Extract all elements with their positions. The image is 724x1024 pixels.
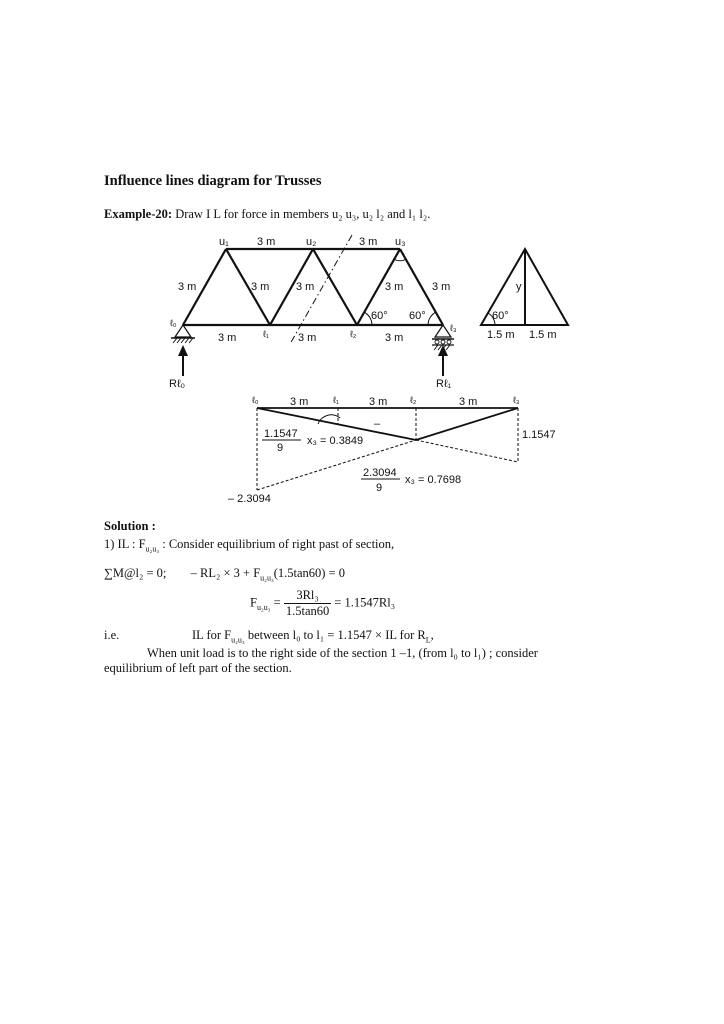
il-right-value: 1.1547 [522, 429, 556, 441]
height-label-5: 3 m [432, 281, 451, 293]
reaction-label-left: Rℓ₀ [169, 378, 186, 390]
angle-label-l3: 60° [409, 310, 426, 322]
equation-moment [104, 566, 345, 583]
node-label-l0: ℓ₀ [170, 318, 177, 328]
il-node-l1: ℓ₁ [333, 395, 339, 405]
example-text: Draw I L for force in members u₂ u₃, u₂ l₂ and l₁ l₂. [175, 207, 431, 221]
eq2-num: 3Rl₃ [284, 588, 331, 604]
node-label-u2: u₂ [306, 236, 317, 248]
eq1-part-a: ∑M@l₂ = 0; [104, 566, 167, 580]
eq1-sub: u₂u₃ [260, 573, 274, 583]
paragraph-line-1: When unit load is to the right side of the section 1 –1, (from l₀ to l₁) ; consider [147, 646, 538, 660]
eq2-sub: u₂u₃ [256, 602, 271, 612]
member-u2-l2 [313, 249, 357, 325]
eq2-eq: = [270, 595, 284, 610]
il-span-3: 3 m [459, 396, 478, 408]
step1-text: : Consider equilibrium of right past of section, [159, 537, 395, 551]
ie-part-c: , [430, 628, 434, 642]
il-line-right [416, 408, 518, 440]
triangle-base-left: 1.5 m [487, 329, 515, 341]
il-minus-sign: – [374, 418, 381, 430]
node-label-l1: ℓ₁ [263, 329, 269, 339]
panel-label-bottom-3: 3 m [385, 332, 404, 344]
influence-line-diagram [228, 395, 556, 505]
il-span-2: 3 m [369, 396, 388, 408]
il-dash-right-ext [416, 440, 518, 462]
step1-prefix: 1) IL : F [104, 537, 146, 551]
ie-sub: u₂u₃ [231, 635, 245, 645]
ie-part-b: between l₀ to l₁ = 1.1547 × IL for R [244, 628, 426, 642]
height-label-3: 3 m [296, 281, 315, 293]
il-left-value: – 2.3094 [228, 493, 271, 505]
triangle-y-label: y [516, 281, 522, 293]
equation-force [250, 588, 395, 619]
ie-sub2: L [425, 635, 431, 645]
eq2-fraction [284, 588, 331, 619]
panel-label-bottom-1: 3 m [218, 332, 237, 344]
il-frac2-den: 9 [376, 482, 383, 494]
step1-sub: u₂u₃ [145, 544, 160, 554]
solution-step1 [104, 537, 394, 554]
il-node-l3: ℓ₃ [513, 395, 520, 405]
angle-arc-u3 [394, 259, 406, 261]
triangle-base-right: 1.5 m [529, 329, 557, 341]
angle-arc-l3 [428, 312, 436, 325]
height-label-4: 3 m [385, 281, 404, 293]
panel-label-top-1: 3 m [257, 236, 276, 248]
reaction-label-right: Rℓ₁ [436, 378, 452, 390]
eq2-lhs: F [250, 595, 257, 610]
section-title: Influence lines diagram for Trusses [104, 173, 322, 189]
height-label-2: 3 m [251, 281, 270, 293]
eq1-part-b: – RL₂ × 3 + F [190, 566, 261, 580]
ie-part-a: IL for F [192, 628, 232, 642]
eq1-part-c: (1.5tan60) = 0 [273, 566, 346, 580]
il-frac1-num: 1.1547 [264, 428, 298, 440]
il-frac1-den: 9 [277, 442, 284, 454]
il-span-1: 3 m [290, 396, 309, 408]
eq2-den: 1.5tan60 [285, 604, 330, 618]
triangle-angle-label: 60° [492, 310, 509, 322]
solution-title: Solution : [104, 519, 156, 533]
node-label-l3: ℓ₃ [450, 323, 457, 333]
paragraph-line-2: equilibrium of left part of the section. [104, 661, 292, 675]
ie-label: i.e. [104, 628, 120, 642]
il-frac2-num: 2.3094 [363, 467, 397, 479]
il-x3-b: x₃ = 0.7698 [405, 474, 462, 486]
height-label-1: 3 m [178, 281, 197, 293]
panel-label-top-2: 3 m [359, 236, 378, 248]
reaction-arrow-left [178, 345, 188, 376]
panel-label-bottom-2: 3 m [298, 332, 317, 344]
il-node-l0: ℓ₀ [252, 395, 259, 405]
node-label-l2: ℓ₂ [350, 329, 357, 339]
node-label-u1: u₁ [219, 236, 229, 248]
il-node-l2: ℓ₂ [410, 395, 417, 405]
example-label: Example-20: [104, 207, 173, 221]
node-label-u3: u₃ [395, 236, 406, 248]
geometry-triangle [481, 249, 568, 341]
eq2-rhs: = 1.1547Rl₃ [334, 595, 396, 610]
angle-label-l2: 60° [371, 310, 388, 322]
ie-statement [192, 628, 434, 645]
il-x3-a: x₃ = 0.3849 [307, 435, 364, 447]
